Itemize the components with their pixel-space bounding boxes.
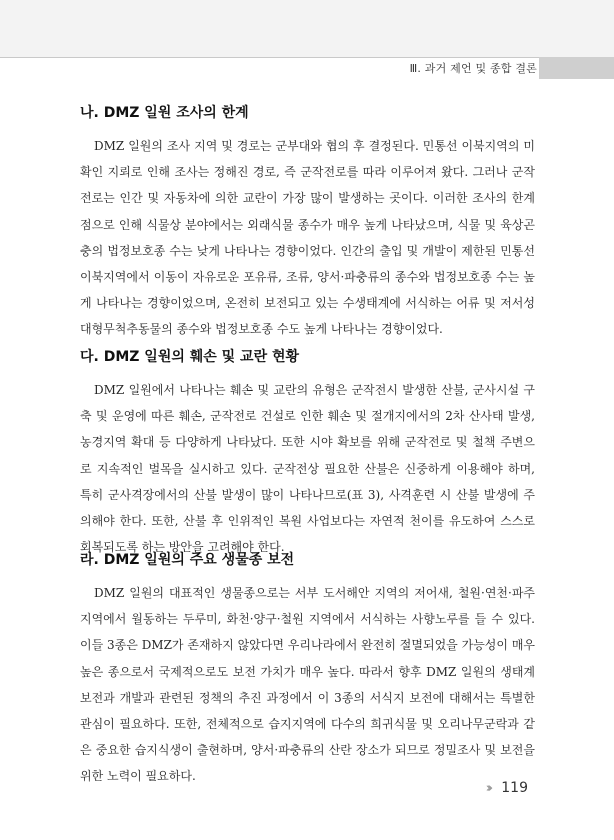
- chevrons-right-icon: ›››: [485, 780, 490, 796]
- section-survey-limits: [80, 103, 535, 343]
- section-paragraph: DMZ 일원의 조사 지역 및 경로는 군부대와 협의 후 결정된다. 민통선 이북지역의 미확인 지뢰로 인해 조사는 정해진 경로, 즉 군작전로를 따라 이루어져 왔다. 그러나 군작전로는 인간 및 자동차에 의한 교란이 가장 많이 발생하는 곳이다. 이러한 조사의 한계점으로 인해 식물상 분야에서는 외래식물 종수가 매우 높게 나타났으며, 식물 및 육상곤충의 법정보호종 수는 낮게 나타나는 경향이었다. 인간의 출입 및 개발이 제한된 민통선 이북지역에서 이동이 자유로운 포유류, 조류, 양서·파충류의 종수와 법정보호종 수는 높게 나타나는 경향이었으며, 온전히 보전되고 있는 수생태계에 서식하는 어류 및 저서성대형무척추동물의 종수와 법정보호종 수도 높게 나타나는 경향이었다.: [80, 139, 535, 337]
- section-heading: 라. DMZ 일원의 주요 생물종 보전: [80, 552, 295, 568]
- section-paragraph: DMZ 일원의 대표적인 생물종으로는 서부 도서해안 지역의 저어새, 철원·연천·파주 지역에서 월동하는 두루미, 화천·양구·철원 지역에서 서식하는 사향노루를 들 수 있다. 이들 3종은 DMZ가 존재하지 않았다면 우리나라에서 완전히 절멸되었을 가능성이 매우 높은 종으로서 국제적으로도 보전 가치가 매우 높다. 따라서 향후 DMZ 일원의 생태계 보전과 개발과 관련된 정책의 추진 과정에서 이 3종의 서식지 보전에 대해서는 특별한 관심이 필요하다. 또한, 전체적으로 습지지역에 다수의 희귀식물 및 오리나무군락과 같은 중요한 습지식생이 출현하며, 양서·파충류의 산란 장소가 되므로 정밀조사 및 보전을 위한 노력이 필요하다.: [80, 586, 535, 784]
- section-heading: 다. DMZ 일원의 훼손 및 교란 현황: [80, 349, 300, 365]
- chapter-title: Ⅲ. 과거 제언 및 종합 결론: [409, 62, 537, 75]
- section-heading: 나. DMZ 일원 조사의 한계: [80, 105, 249, 121]
- section-damage-disturbance: [80, 347, 535, 560]
- top-margin-band: [0, 0, 614, 57]
- section-species-conservation: [80, 550, 535, 790]
- page-footer: [486, 776, 528, 800]
- section-paragraph: DMZ 일원에서 나타나는 훼손 및 교란의 유형은 군작전시 발생한 산불, 군사시설 구축 및 운영에 따른 훼손, 군작전로 건설로 인한 훼손 및 절개지에서의 2차 산사태 발생, 농경지역 확대 등 다양하게 나타났다. 또한 시야 확보를 위해 군작전로 및 철책 주변으로 지속적인 벌목을 실시하고 있다. 군작전상 필요한 산불은 신중하게 이용해야 하며, 특히 군사격장에서의 산불 발생이 많이 나타나므로(표 3), 사격훈련 시 산불 발생에 주의해야 한다. 또한, 산불 후 인위적인 복원 사업보다는 자연적 천이를 유도하여 스스로 회복되도록 하는 방안을 고려해야 한다.: [80, 383, 535, 555]
- page-number: 119: [501, 780, 528, 796]
- chapter-tab: [539, 57, 614, 79]
